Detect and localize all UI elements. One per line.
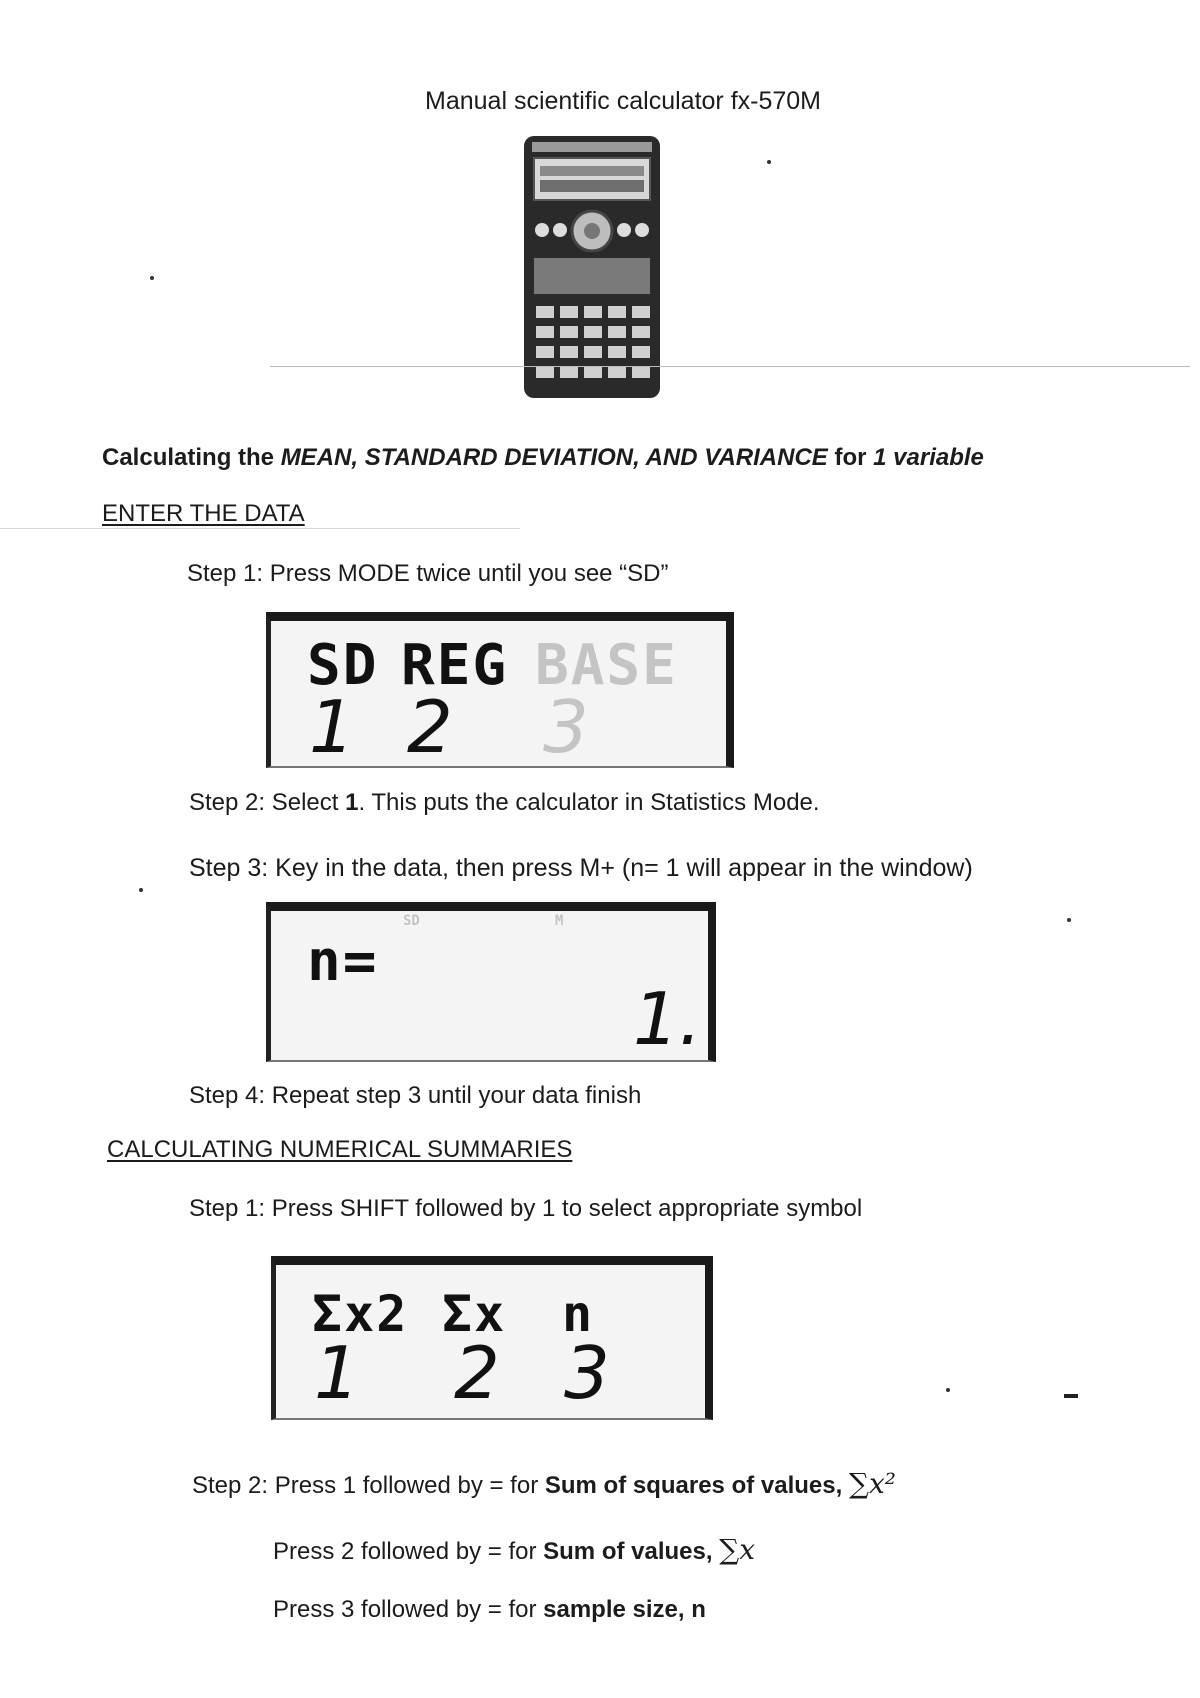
heading-middle: for (827, 444, 874, 471)
symbol-number-2: 2 (454, 1331, 500, 1415)
section-summaries: CALCULATING NUMERICAL SUMMARIES (107, 1136, 573, 1163)
mode-number-1: 1 (309, 685, 355, 769)
summary-press-2 (273, 1535, 755, 1567)
count-value: 1. (633, 977, 702, 1061)
enter-step-4: Step 4: Repeat step 3 until your data finish (189, 1082, 642, 1109)
sum-x-squared-label: Σx2 (312, 1285, 409, 1343)
page-title: Manual scientific calculator fx-570M (425, 87, 821, 115)
scan-speck (767, 160, 771, 164)
scan-speck (150, 276, 154, 280)
enter-step-2 (189, 788, 820, 818)
lcd-count-screen (266, 902, 716, 1062)
summary-press-3 (273, 1595, 706, 1625)
mode-base-label: BASE (535, 633, 678, 698)
mode-number-2: 2 (407, 685, 453, 769)
sd-indicator: SD (403, 913, 420, 929)
m-indicator: M (555, 913, 564, 929)
heading-emphasis: MEAN, STANDARD DEVIATION, AND VARIANCE (280, 444, 828, 471)
scan-line (270, 366, 1190, 367)
heading-suffix: 1 variable (873, 444, 984, 471)
scan-speck (1064, 1394, 1078, 1398)
section-enter-data: ENTER THE DATA (102, 500, 305, 527)
n-label: n (562, 1285, 595, 1343)
symbol-number-3: 3 (564, 1331, 610, 1415)
step-2-bold: 1 (345, 789, 359, 816)
heading-prefix: Calculating the (102, 444, 281, 471)
sum-of-values-symbol: ∑x (719, 1533, 755, 1566)
summary-step-1: Step 1: Press SHIFT followed by 1 to select appropriate symbol (189, 1195, 863, 1222)
enter-step-3: Step 3: Key in the data, then press M+ (n= 1 will appear in the window) (189, 854, 973, 882)
sum-of-squares-symbol: ∑x² (848, 1467, 896, 1500)
press-2-bold: Sum of values, (543, 1538, 713, 1565)
mode-sd-label: SD (307, 633, 379, 698)
lcd-symbol-screen (271, 1256, 713, 1420)
enter-step-1: Step 1: Press MODE twice until you see “SD” (187, 560, 669, 587)
sum-x-label: Σx (442, 1285, 507, 1343)
step-2-prefix: Step 2: Select (189, 789, 346, 816)
step-2-bold-text: Sum of squares of values, (544, 1472, 843, 1499)
scan-speck (139, 888, 143, 892)
press-3-prefix: Press 3 followed by = for (273, 1596, 544, 1623)
mode-reg-label: REG (401, 633, 509, 698)
summary-step-2 (192, 1469, 896, 1501)
symbol-number-1: 1 (314, 1331, 360, 1415)
scan-speck (946, 1388, 950, 1392)
lcd-mode-screen (266, 612, 734, 768)
calculator-image (524, 136, 660, 398)
count-label: n= (307, 929, 379, 994)
press-3-bold: sample size, n (543, 1596, 706, 1623)
scan-speck (1067, 918, 1071, 922)
step-2-prefix-text: Step 2: Press 1 followed by = for (192, 1472, 545, 1499)
mode-number-3: 3 (543, 685, 589, 769)
press-2-prefix: Press 2 followed by = for (273, 1538, 544, 1565)
step-2-suffix: . This puts the calculator in Statistics Mode. (358, 789, 820, 816)
main-heading (102, 443, 984, 473)
